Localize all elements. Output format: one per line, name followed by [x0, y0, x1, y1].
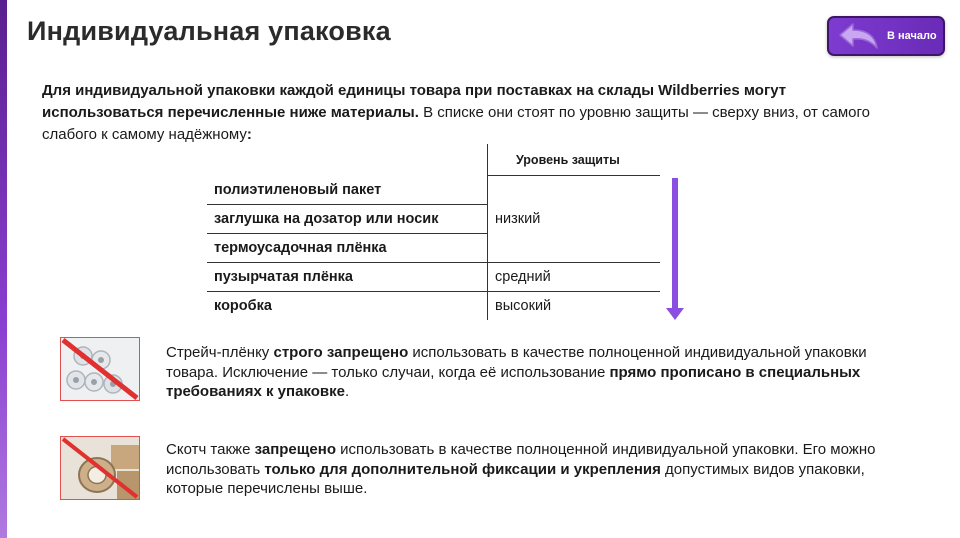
table-row [207, 291, 660, 320]
material-cell: термоусадочная плёнка [207, 233, 488, 262]
arrow-down-icon [665, 178, 685, 322]
intro-normal: В списке они стоят по уровню защиты — сверху вниз, от самого слабого к самому надёжному [42, 104, 870, 143]
protection-level-header: Уровень защиты [488, 144, 661, 176]
material-cell: пузырчатая плёнка [207, 262, 488, 291]
intro-colon: : [246, 126, 252, 143]
tape-note: Скотч также запрещено использовать в качестве полноценной индивидуальной упаковки. Его можно использовать только для дополнительной фиксации и укрепления допустимых видов упаковки, которые перечислены выше. [166, 441, 876, 497]
table-row [207, 176, 660, 205]
page-title: Индивидуальная упаковка [27, 16, 391, 46]
back-arrow-icon [837, 18, 881, 54]
home-button-label: В начало [887, 30, 937, 42]
intro-bold: Для индивидуальной упаковки каждой единицы товара при поставках на склады Wildberries могут использоваться перечисленные ниже материалы. [42, 82, 787, 121]
home-button[interactable] [827, 16, 945, 56]
material-cell: заглушка на дозатор или носик [207, 204, 488, 233]
tape-forbidden-icon [60, 436, 140, 500]
level-cell-medium: средний [488, 262, 661, 291]
table-row [207, 262, 660, 291]
intro-text [42, 80, 872, 146]
stretch-film-forbidden-icon [60, 337, 140, 401]
protection-table [207, 144, 660, 320]
stretch-film-note: Стрейч-плёнку строго запрещено использовать в качестве полноценной индивидуальной упаковки товара. Исключение — только случаи, когда её использование прямо прописано в специальных требованиях к упаковке. [166, 344, 867, 400]
material-cell: коробка [214, 297, 272, 314]
level-cell-low: низкий [488, 176, 661, 263]
level-cell-high: высокий [488, 291, 661, 320]
material-cell: полиэтиленовый пакет [207, 176, 488, 205]
left-accent-bar [0, 0, 7, 538]
